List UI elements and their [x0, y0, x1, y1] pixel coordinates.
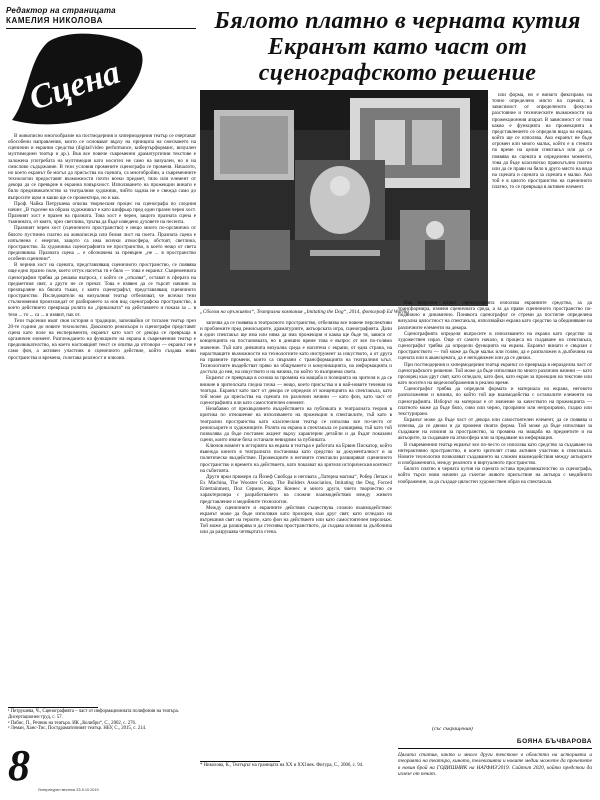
author-divider	[398, 748, 592, 749]
right-top-paragraph: или форма, но е винаги фиксирана на точно определено място на сцената, в зависимост от определеното фокусно разстояние и техническите възможности на прожекционния апарат. В зависимост от това какво е функцията на прожекцията в представлението се определя вида на екрана, който ще се използва. Ако екранът не бъде огромен или много малък, който е в стената по време на целия спектакъл или да се появява на сцената в определени моменти, това да бъде класическо правоъгълно платно или да се прави на бяло в друго място на вида на сцената и сцената за сцената е малко. Ако той е в цялото пространство на сценичното платно, то се превръща в активен елемент.	[492, 92, 592, 191]
middle-paragraph: Ключов момент в историята на екрана в театъра е работата на Ервин Пискатор, който въвежда киното в театралната постановка като средство за документалност и за политическо въздействие. Прожекциите в неговите спектакли разширяват сценичното пространство и времето на действието, като показват на зрителя историческия контекст на събитията.	[200, 443, 392, 474]
stage-photo-image	[200, 90, 488, 306]
page-editor-box	[6, 6, 196, 29]
article-headline	[200, 8, 595, 86]
issue-info: Литературен вестник 23-9.10.2019	[38, 788, 99, 792]
middle-paragraph: Незабавно от прехвърлянето въздействието на публиката и театралната теория в критика по отношение на използването на прожекции в спектаклите, тъй като в театрални пространства като класическия театър се използва все по-често от режисьорите и художниците. Ролята на екрана в спектакъла се разширява, тъй като той позволява да бъде поставен акцент върху характерни детайли и да бъдат показани сцени, които иначе биха останали невидими за публиката.	[200, 406, 392, 443]
page-number: 8	[8, 741, 30, 790]
right-paragraph: При постмодерния и хипермодерния театър екранът се превръща в неразделна част от сценографското решение. Той може да бъде използван по много различни начини — като прозорец към друг свят, като огледало, като фон, като екран за проекции на текстове или като носител на видеоизображения в реално време.	[398, 361, 592, 387]
intro-paragraph: В черния хост на сцената, представляващ сценичното пространство, се появява още едно празно поле, което оттук насетък тя е бяло — това е екранът. Съвременната сценография трябва да решава въпроса, с който се „отказва“, остават в сферата на предметния свят, а други не се пречат. Това е изявен да се търсят начини за прехвърляне на бялата тъкан, с която сценографът, представляващ сценичното пространство. Изследователи на визуалния театър отбелязват, че всички тези стълкновения произхождат от разбирането за нов вид сценографско пространство, в което действието превръща ролята на „приказката“ на дейставието и показа за ... в тези ... то ... са ... и изявит, пак от.	[8, 262, 196, 318]
author-bio: Цялата статия, както и много други текстове в областта на историята и теорията на театъра, киното, телевизията и новите медии можете да прочетете в новия брой на ГОДИШНИК на НАТФИЗ'2019. Сайтът 2020, който предстои да излезе от печат.	[398, 752, 592, 777]
middle-paragraph: Между сценичните и екранните действия съществува сложно взаимодействие: екранът може да бъде използван като прозорец към друг свят, като огледало на вътрешния свят на героите, като фон на действието или като самостоятелен персонаж. Той може да разширява и да стеснява пространството, да създава илюзия за дълбочина или да разрушава четвъртата стена.	[200, 504, 392, 536]
author-name: БОЯНА БЪЧВАРОВА	[516, 738, 592, 745]
right-paragraph: Бялото платно в черната кутия на сцената остава предизвикателство за сценографа, който търси нови начини да съчетае живото присъствие на актьора с медийното изображение, за да създаде цялостен художествен образ на спектакъла.	[398, 466, 592, 485]
right-paragraph: Сценографията определя въпросите в използването на екрана като средство за художествен израз. Още от самото начало, в процеса на създаване на спектакъла, сценографът трябва да определи функцията на екрана. Екранът винаги е свързан с пространството — той може да бъде малък или голям, да е разположен в дълбочина на сцената или в авансцената, да е неподвижен или да се движи.	[398, 330, 592, 362]
intro-column	[8, 133, 196, 705]
stage-photo	[200, 90, 488, 306]
middle-paragraph: Други ярки примери са Йозеф Свобода и неговата „Латерна магика“, Робер Лепаж и Ex Machina, The Wooster Group, The Builders Association, Imitating the Dog, Forced Entertainment, Пол Сермон, Жорж Коннес и много други, чието творчество се характеризира с разработването на сложни взаимодействия между живото представление и медийните технологии.	[200, 473, 392, 505]
footnote-item: ¹ Петрушева, Ч., Сценографията – част от информационната полифония на театъра. Дисертационен труд, с. 57.	[8, 709, 179, 720]
right-column	[398, 300, 592, 728]
right-top-column	[492, 92, 592, 304]
footnote-item: ³ Леман, Ханс-Тис, Постдраматичният театър. НБУ, С., 2015, с. 214.	[8, 726, 147, 732]
intro-paragraph: В живописно многообразие на постмодерния и хипермодерния театър се очертават обособени направления, които се основават върху на принципа на смесването на сценични и екранни средства (digital/video performance, кибертърформанс, визуален мултимедиен театър и др.). Във все повече съвременни драматургични текстове е заложена употребата на мултимедия като носител не само на визуален, но и на смислово съдържание. В тези условия промените сценографа се променя. Началото, но което екранът бе могъл да присъства на сцената, са многобройни, а съвременните технологии предоставят възможности почти всеки предмет, тяло или елемент от декора да се превърне в екранна повърхност. Използването на прожекции винаги е било предизвикателство за театралния художник, чийто задача не е свежда само до въпросите щом и какво ще се прожектира, но и как.	[8, 133, 196, 201]
middle-paragraph: започва да се появява в театралното пространство, отбелязва все повече перспективи и проблемите пред режисьорите, драматурзите, актьорската игра, сценографията. Дали в един спектакъл ще има или няма да има прожекция и каква ще бъде тя, зависи от концепцията на постановката, но в днешно време това е въпрос от все по-голямо значение. Тъй като днешната визуална среда е наситена с екрани, от една страна, на нарастващите възможности на технологиите като инструмент за изкуството, а от друга на правните промени, които са свързани с трансформацията на театралния ъгъл. Технологиите въздействат пряко на общуването и комуникацията, на информацията и достъпа до нея, на изкуството и на начина, по който то възприема света.	[200, 320, 392, 376]
footnote-divider-left	[8, 707, 98, 708]
headline-line-3: сценографското решение	[258, 60, 537, 86]
right-paragraph: Сценографът трябва да определи формата и материала на екрана, неговото разположение и начина, по който той ще взаимодейства с останалите елементи на сценографията. Изборът на материал е от значение за качеството на прожекцията — платното може да бъде бяло, сиво или черно, прозрачно или непрозрачно, гладко или текстурирано.	[398, 386, 592, 417]
editor-name: КАМЕЛИЯ НИКОЛОВА	[6, 16, 104, 25]
footnotes-left	[8, 709, 196, 732]
headline-line-2: Екранът като част от	[267, 34, 528, 60]
footnote-mid: * Николова, К., Театърът на границата на XX и XXI век. Фигура, С., 2006, с. 94.	[200, 763, 364, 768]
right-paragraph: Екранът може да бъде част от декора или самостоятелен елемент, да се появява и изчезва, да се движи и да променя своята форма. Той може да бъде използван за създаване на илюзия за пространство, за промяна на мащаба на предметите и на актьорите, за създаване на атмосфера или за предаване на информация.	[398, 416, 592, 442]
right-paragraph: В съвременния театър екранът все по-често се използва като средство за създаване на интерактивно пространство, в което зрителят става активен участник в спектакъла. Новите технологии позволяват създаването на сложни взаимодействия между актьорите и изображенията, между реалното и виртуалното пространство.	[398, 441, 592, 467]
right-paragraph: Във визуален аспект сценографията използва екранните средства, за да трансформира, изменя сценичната среда, а за да прави сценичното пространство по-подвижно и динамично. Понякога сценографът се стреми да постигне определена визуална цялостност на спектакъла, използвайки екрана като средство за обединяване на различните елементи на декора.	[398, 300, 592, 331]
abridged-note: (със съкращения)	[432, 726, 473, 732]
editor-label: Редактор на страницата	[6, 6, 116, 15]
footnote-divider-mid	[200, 761, 280, 762]
section-logo	[8, 30, 148, 130]
intro-paragraph: Тези търсения имат своя история и традиции, започвайки от тотален театър през 20-те години до новите технологии. Доколкото режисьори и сценографи представят сцена като поле на експерименти, екранът като част от декора се превръща в органичен елемент. Разглеждането на функциите на екрана в съвременния театър е предизвикателство, на което настоящият текст се опитва да отговори — екранът не е само фон, а активен участник в сценичното действие, който създава нови пространства и времена, съчетава реалност и илюзия.	[8, 317, 196, 361]
headline-line-1: Бялото платно в черната кутия	[214, 8, 581, 34]
middle-column	[200, 320, 392, 758]
section-logo-text: Сцена	[24, 53, 125, 118]
editor-divider	[6, 28, 196, 29]
footnote-item: ² Пабис, П., Речник на театъра. ИК „Колибри“, С., 2002, с. 276.	[8, 720, 137, 726]
intro-paragraph: Празният черен хост (сценичното пространство) е нещо много по-органично от бялото пустинно платно на живописеца или белия лист на поета. Празната сцена е изпълнена с енергия, защото са има всички атмосфера, обстоят, светлина, пространство. За художника сценографията не пространство, в което нещо от света предизвиква. Празната сцена ... е обозначена за превърне „не ... в пространство особени сценични“.	[8, 225, 196, 263]
intro-paragraph: Проф. Чайка Петрушева описва творческия процес на сценографа по следния начин: „В търсене на образа художникът е като шифрьор пред един празен черен хост. Празният хост е празен на празната. Това хост е черен, защото празната сцена е тъмнината, от която, чрез светлина, тръгва да бъде изведено духовете на песента.	[8, 200, 196, 226]
photo-caption: „Сбогом на оръжията“, Театрална компания „Imitating the Dog“, 2014, фотограф Ed Waring	[200, 309, 409, 315]
middle-paragraph: Екранът се превръща в основа за промяна на мащаба и позицията на зрителя и да се вникне в зрителската гледна точка — нещо, което присъства и в най-новите течения на театъра. Екранът като част от декора се определя от концепцията на спектакъла, като той може да присъства на сцената по различни начини — като фон, като част от сценографията или като самостоятелен елемент.	[200, 375, 392, 407]
